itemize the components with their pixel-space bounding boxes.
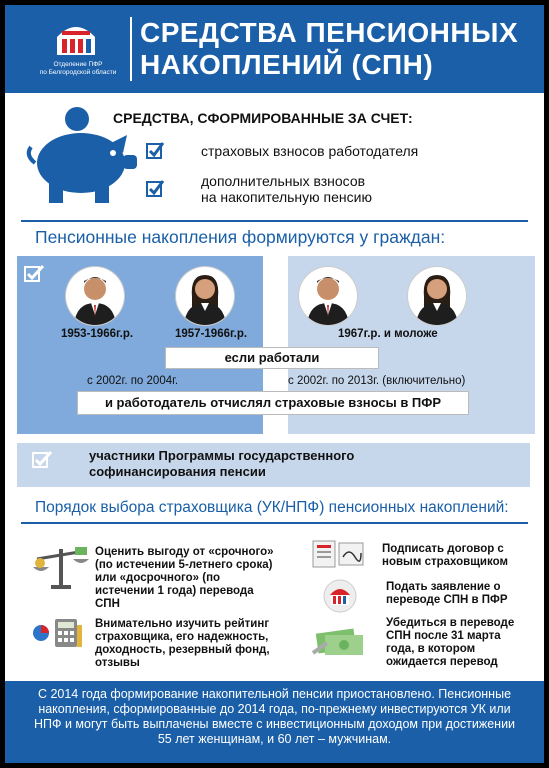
checkbox-icon [23,263,45,285]
title-line2: НАКОПЛЕНИЙ (СПН) [140,49,434,80]
logo-text-line1: Отделение ПФР [53,61,103,68]
program-line2: софинансирования пенсии [89,464,266,479]
step-3-line2: новым страховщиком [382,556,508,568]
source-additional-line2: на накопительную пенсию [201,189,372,205]
contract-icon [309,539,367,569]
program-line1: участники Программы государственного [89,448,355,463]
step-5-line1: Убедиться в переводе [386,617,515,629]
step-1-line3: или «досрочного» (по [95,572,221,584]
step-3 [382,543,508,569]
footer-line4: 55 лет женщинам, и 60 лет – мужчинам. [157,732,392,746]
checkbox-icon [145,141,165,161]
source-additional-line1: дополнительных взносов [201,173,366,189]
step-1-line1: Оценить выгоду от «срочного» [95,546,274,558]
step-3-line1: Подписать договор с [382,543,504,555]
divider [21,220,528,222]
poster [5,5,544,763]
step-1 [95,546,274,611]
citizens-heading: Пенсионные накопления формируются у граждан: [35,227,446,247]
if-worked-label: если работали [165,347,379,369]
source-employer: страховых взносов работодателя [201,143,419,159]
man-avatar-icon [299,267,357,325]
footer-text [15,687,534,747]
sources-title: СРЕДСТВА, СФОРМИРОВАННЫЕ ЗА СЧЕТ: [113,110,413,126]
step-4 [386,581,508,607]
step-5-line3: года, в котором [386,643,476,655]
step-1-line4: истечении 1 года) перевода [95,585,254,597]
step-2 [95,618,270,670]
step-2-line2: страховщика, его надежность, [95,631,269,643]
footer-line3: НПФ и могут быть выплачены вместе с инвестиционным доходом при достижении [33,717,516,731]
birth-years-1: 1953-1966г.р. [61,328,134,340]
money-transfer-icon [311,625,371,659]
calculator-chart-icon [31,615,85,651]
title-line1: СРЕДСТВА ПЕНСИОННЫХ [140,17,519,48]
pfr-logo-icon [53,19,99,57]
step-5-line2: СПН после 31 марта [386,630,501,642]
step-4-line2: переводе СПН в ПФР [386,594,508,606]
divider [21,522,528,524]
program-text [89,448,354,480]
pfr-logo [29,19,127,87]
pfr-application-icon [323,579,357,613]
checkbox-icon [145,179,165,199]
step-5 [386,617,514,669]
footer-line1: С 2014 года формирование накопительной пенсии приостановлено. Пенсионные [37,687,512,701]
source-additional [201,173,372,205]
step-2-line3: доходность, резервный фонд, [95,644,270,656]
man-avatar-icon [66,267,124,325]
birth-years-3: 1967г.р. и моложе [338,328,438,340]
step-1-line5: СПН [95,598,120,610]
order-heading: Порядок выбора страховщика (УК/НПФ) пенсионных накоплений: [35,499,509,516]
period-right: с 2002г. по 2013г. (включительно) [288,375,466,387]
step-5-line4: ожидается перевод [386,656,498,668]
header-divider [130,17,132,81]
logo-text-line2: по Белгородской области [39,69,117,76]
page-title [140,17,518,81]
step-1-line2: (по истечении 5-летнего срока) [95,559,273,571]
step-2-line4: отзывы [95,657,140,669]
period-left: с 2002г. по 2004г. [87,375,179,387]
step-4-line1: Подать заявление о [386,581,501,593]
woman-avatar-icon [408,267,466,325]
employer-paid-label: и работодатель отчислял страховые взносы в ПФР [77,391,469,415]
checkbox-icon [31,449,53,471]
birth-years-2: 1957-1966г.р. [175,328,248,340]
woman-avatar-icon [176,267,234,325]
footer-line2: накопления, сформированные до 2014 года, по-прежнему инвестируются УК или [38,702,511,716]
step-2-line1: Внимательно изучить рейтинг [95,618,270,630]
scales-icon [31,541,91,591]
